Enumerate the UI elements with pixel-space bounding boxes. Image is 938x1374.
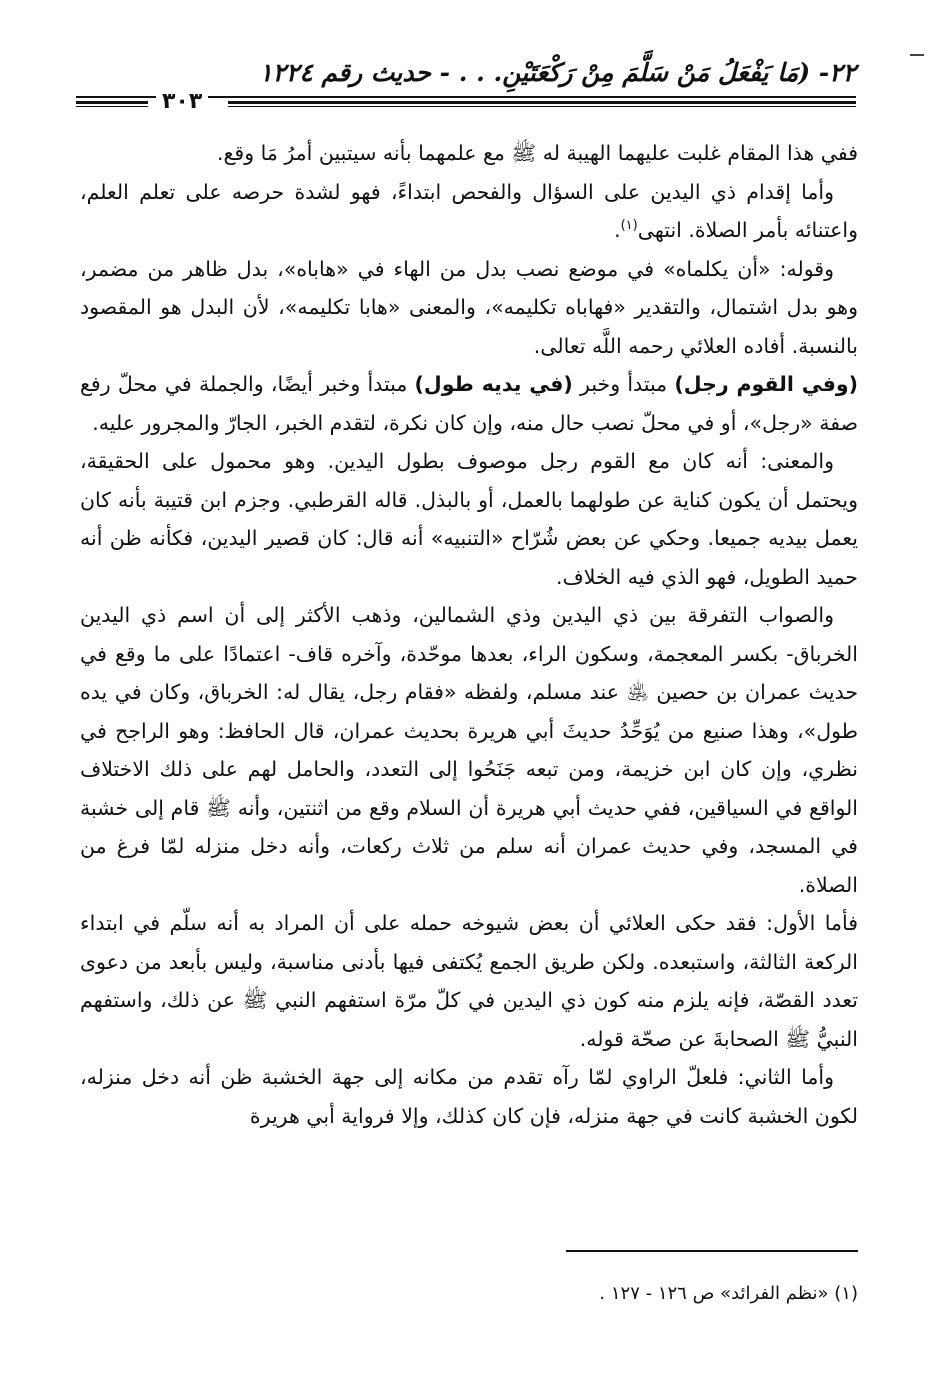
paragraph-tail: . (614, 218, 621, 242)
paragraph-text: وأما إقدام ذي اليدين على السؤال والفحص ابتداءً، فهو لشدة حرصه على تعلم العلم، واعتنائه بأمر الصلاة. انتهى (80, 179, 858, 242)
header-short-rule (76, 101, 148, 104)
quoted-phrase: (في يديه طول) (414, 372, 573, 396)
paragraph (80, 365, 858, 442)
paragraph (80, 1058, 858, 1135)
paragraph (80, 250, 858, 366)
header-double-rule (228, 101, 856, 104)
paragraph (80, 442, 858, 596)
quoted-phrase: (وفي القوم رجل) (674, 372, 859, 396)
corner-mark (910, 54, 924, 56)
paragraph-text: والمعنى: أنه كان مع القوم رجل موصوف بطول اليدين. وهو محمول على الحقيقة، ويحتمل أن يكون كناية عن طولهما بالعمل، أو بالبذل. قاله القرطبي. وجزم ابن قتيبة بأنه كان يعمل بيديه جميعا. وحكي عن بعض شُرّاح «التنبيه» أنه قال: كان قصير اليدين، فكأنه ظن أنه حميد الطويل، فهو الذي فيه الخلاف. (80, 449, 858, 589)
paragraph-text: والصواب التفرقة بين ذي اليدين وذي الشمالين، وذهب الأكثر إلى أن اسم ذي اليدين الخرباق- بكسر المعجمة، وسكون الراء، بعدها موحّدة، وآخره قاف- اعتمادًا على ما وقع في حديث عمران بن حصين ﵁ عند مسلم، ولفظه «فقام رجل، يقال له: الخرباق، وكان في يده طول»، وهذا صنيع من يُوَحِّدُ حديثَ أبي هريرة بحديث عمران، قال الحافظ: وهو الراجح في نظري، وإن كان ابن خزيمة، ومن تبعه جَنَحُوا إلى التعدد، والحامل لهم على ذلك الاختلاف الواقع في السياقين، ففي حديث أبي هريرة أن السلام وقع من اثنتين، وأنه ﷺ قام إلى خشبة في المسجد، وفي حديث عمران أنه سلم من ثلاث ركعات، وأنه دخل منزله لمّا فرغ من الصلاة. (80, 603, 858, 897)
footnote-rule (566, 1250, 858, 1252)
paragraph-text: مبتدأ وخبر (572, 372, 675, 396)
page-number: ٣٠٣ (156, 89, 208, 114)
paragraph-text: مبتدأ وخبر أيضًا، والجملة في محلّ رفع صفة «رجل»، أو في محلّ نصب حال منه، وإن كان نكرة، لتقدم الخبر، الجارّ والمجرور عليه. (80, 372, 858, 435)
paragraph (80, 173, 858, 250)
paragraph-text: وأما الثاني: فلعلّ الراوي لمّا رآه تقدم من مكانه إلى جهة الخشبة ظن أنه دخل منزله، لكون الخشبة كانت في جهة منزله، فإن كان كذلك، وإلا فرواية أبي هريرة (80, 1065, 858, 1128)
header-short-rule-thin (76, 106, 148, 107)
paragraph-text: فأما الأول: فقد حكى العلائي أن بعض شيوخه حمله على أن المراد به أنه سلّم في ابتداء الركعة الثالثة، واستبعده. ولكن طريق الجمع يُكتفى فيها بأدنى مناسبة، وليس بأبعد من دعوى تعدد القصّة، فإنه يلزم منه كون ذي اليدين في كلّ مرّة استفهم النبي ﷺ عن ذلك، واستفهم النبيُّ ﷺ الصحابةَ عن صحّة قوله. (80, 911, 858, 1051)
running-title: ٢٢- (مَا يَفْعَلُ مَنْ سَلَّمَ مِنْ رَكْعَتَيْنِ. . . - حديث رقم ١٢٢٤ (259, 58, 856, 87)
body-text (80, 134, 858, 1135)
page-header (76, 58, 856, 118)
header-double-rule-thin (228, 106, 856, 107)
footnote-ref[interactable]: (١) (620, 218, 638, 234)
paragraph-text: ففي هذا المقام غلبت عليهما الهيبة له ﷺ مع علمهما بأنه سيتبين أمرُ مَا وقع. (216, 141, 858, 165)
paragraph-text: وقوله: «أن يكلماه» في موضع نصب بدل من الهاء في «هاباه»، بدل ظاهر من مضمر، وهو بدل اشتمال، والتقدير «فهاباه تكليمه»، والمعنى «هابا تكليمه»، لأن البدل هو المقصود بالنسبة. أفاده العلائي رحمه اللَّه تعالى. (80, 256, 858, 358)
paragraph (80, 596, 858, 904)
paragraph (80, 904, 858, 1058)
paragraph (80, 134, 858, 173)
footnote: (١) «نظم الفرائد» ص ١٢٦ - ١٢٧ . (599, 1283, 858, 1304)
